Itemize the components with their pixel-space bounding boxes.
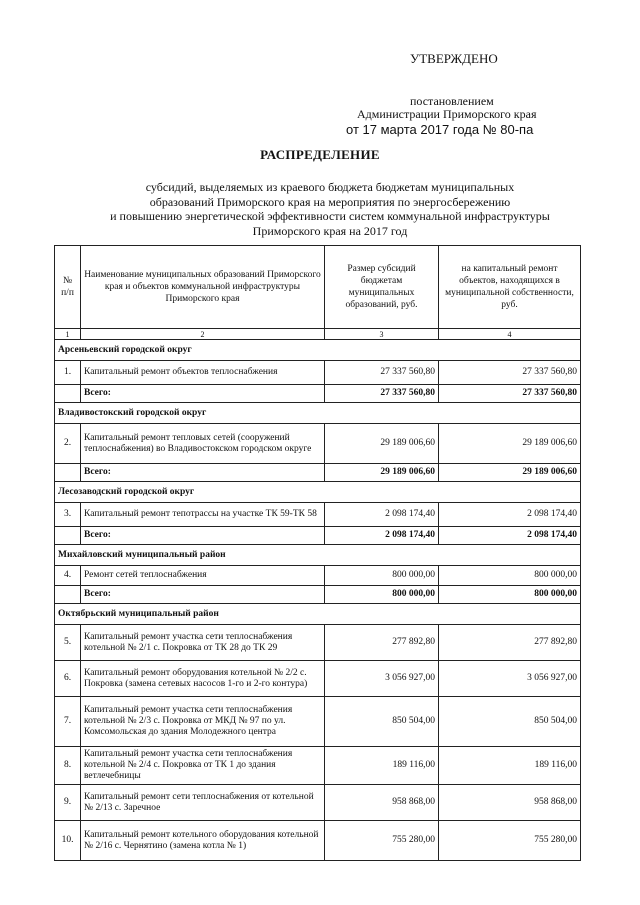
row-subsidy: 850 504,00 (325, 697, 439, 747)
group-row (55, 403, 581, 424)
group-name: Лесозаводский городской округ (55, 482, 581, 503)
document-title: РАСПРЕДЕЛЕНИЕ (260, 147, 380, 162)
row-repair: 3 056 927,00 (439, 661, 581, 697)
total-subsidy: 29 189 006,60 (325, 464, 439, 482)
row-repair: 27 337 560,80 (439, 361, 581, 385)
group-row (55, 482, 581, 503)
row-number: 4. (55, 566, 81, 586)
subtitle-line: образований Приморского края на мероприятия по энергосбережению (149, 194, 511, 209)
row-number: 5. (55, 625, 81, 661)
total-repair: 2 098 174,40 (439, 527, 581, 545)
row-name: Капитальный ремонт участка сети теплоснабжения котельной № 2/3 с. Покровка от МКД № 97 по ул. Комсомольская до здания Молодежного центра (81, 697, 325, 747)
table-row (55, 747, 581, 785)
group-row (55, 340, 581, 361)
document-subtitle (60, 180, 600, 238)
row-repair: 755 280,00 (439, 821, 581, 861)
row-subsidy: 277 892,80 (325, 625, 439, 661)
total-label: Всего: (81, 527, 325, 545)
row-subsidy: 3 056 927,00 (325, 661, 439, 697)
approved-stamp: УТВЕРЖДЕНО (410, 51, 498, 66)
administration-name: Администрации Приморского края (357, 107, 537, 121)
row-repair: 850 504,00 (439, 697, 581, 747)
subsidy-table (54, 245, 581, 861)
row-subsidy: 29 189 006,60 (325, 424, 439, 464)
total-row (55, 464, 581, 482)
row-number: 3. (55, 503, 81, 527)
row-repair: 277 892,80 (439, 625, 581, 661)
group-name: Владивостокский городской округ (55, 403, 581, 424)
table-row (55, 503, 581, 527)
decree-date: от 17 марта 2017 года № 80-па (346, 122, 534, 137)
header-number: № п/п (55, 246, 81, 329)
row-number: 2. (55, 424, 81, 464)
row-repair: 800 000,00 (439, 566, 581, 586)
table-row (55, 424, 581, 464)
column-number: 4 (439, 329, 581, 340)
row-number: 6. (55, 661, 81, 697)
total-row (55, 385, 581, 403)
decree-label: постановлением (410, 94, 494, 108)
row-number: 8. (55, 747, 81, 785)
row-name: Капитальный ремонт тепотрассы на участке ТК 59-ТК 58 (81, 503, 325, 527)
subtitle-line: субсидий, выделяемых из краевого бюджета бюджетам муниципальных (145, 180, 515, 194)
table-row (55, 361, 581, 385)
header-name: Наименование муниципальных образований Приморского края и объектов коммунальной инфраструктуры Приморского края (81, 246, 325, 329)
table-row (55, 625, 581, 661)
column-number: 1 (55, 329, 81, 340)
table-row (55, 697, 581, 747)
header-subsidy: Размер субсидий бюджетам муниципальных образований, руб. (325, 246, 439, 329)
total-subsidy: 800 000,00 (325, 586, 439, 604)
group-row (55, 545, 581, 566)
total-subsidy: 27 337 560,80 (325, 385, 439, 403)
row-name: Капитальный ремонт оборудования котельной № 2/2 с. Покровка (замена сетевых насосов 1-го и 2-го контура) (81, 661, 325, 697)
row-name: Ремонт сетей теплоснабжения (81, 566, 325, 586)
total-repair: 27 337 560,80 (439, 385, 581, 403)
row-subsidy: 27 337 560,80 (325, 361, 439, 385)
row-subsidy: 755 280,00 (325, 821, 439, 861)
total-label: Всего: (81, 385, 325, 403)
total-label: Всего: (81, 586, 325, 604)
row-name: Капитальный ремонт тепловых сетей (сооружений теплоснабжения) во Владивостокском городском округе (81, 424, 325, 464)
row-repair: 29 189 006,60 (439, 424, 581, 464)
row-number: 9. (55, 785, 81, 821)
row-subsidy: 958 868,00 (325, 785, 439, 821)
row-name: Капитальный ремонт объектов теплоснабжения (81, 361, 325, 385)
subtitle-line: Приморского края на 2017 год (252, 223, 408, 238)
group-row (55, 604, 581, 625)
row-repair: 958 868,00 (439, 785, 581, 821)
row-name: Капитальный ремонт участка сети теплоснабжения котельной № 2/4 с. Покровка от ТК 1 до здания ветлечебницы (81, 747, 325, 785)
total-row (55, 586, 581, 604)
total-label: Всего: (81, 464, 325, 482)
group-name: Арсеньевский городской округ (55, 340, 581, 361)
total-repair: 29 189 006,60 (439, 464, 581, 482)
table-row (55, 566, 581, 586)
total-row (55, 527, 581, 545)
table-row (55, 661, 581, 697)
column-number: 2 (81, 329, 325, 340)
row-number: 7. (55, 697, 81, 747)
row-subsidy: 2 098 174,40 (325, 503, 439, 527)
row-subsidy: 189 116,00 (325, 747, 439, 785)
total-subsidy: 2 098 174,40 (325, 527, 439, 545)
row-number: 10. (55, 821, 81, 861)
table-row (55, 785, 581, 821)
row-name: Капитальный ремонт участка сети теплоснабжения котельной № 2/1 с. Покровка от ТК 28 до ТК 29 (81, 625, 325, 661)
header-repair: на капитальный ремонт объектов, находящихся в муниципальной собственности, руб. (439, 246, 581, 329)
row-name: Капитальный ремонт котельного оборудования котельной № 2/16 с. Чернятино (замена котла № 1) (81, 821, 325, 861)
row-number: 1. (55, 361, 81, 385)
table-header-row (55, 246, 581, 329)
subtitle-line: и повышению энергетической эффективности систем коммунальной инфраструктуры (110, 209, 550, 223)
column-number: 3 (325, 329, 439, 340)
row-subsidy: 800 000,00 (325, 566, 439, 586)
total-repair: 800 000,00 (439, 586, 581, 604)
table-row (55, 821, 581, 861)
group-name: Октябрьский муниципальный район (55, 604, 581, 625)
row-repair: 2 098 174,40 (439, 503, 581, 527)
column-number-row (55, 329, 581, 340)
row-name: Капитальный ремонт сети теплоснабжения от котельной № 2/13 с. Заречное (81, 785, 325, 821)
row-repair: 189 116,00 (439, 747, 581, 785)
group-name: Михайловский муниципальный район (55, 545, 581, 566)
